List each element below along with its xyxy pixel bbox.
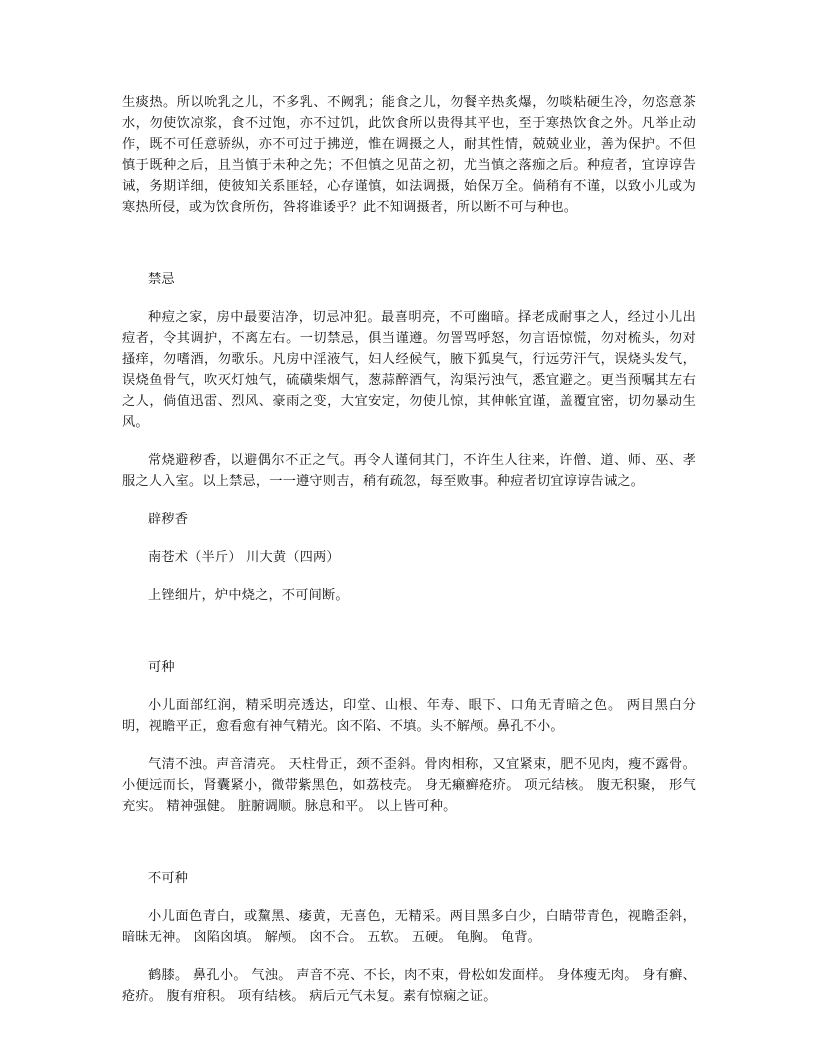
taboos-paragraph-1: 种痘之家，房中最要洁净，切忌冲犯。最喜明亮，不可幽暗。择老成耐事之人，经过小儿出痘者，令其调护，不离左右。一切禁忌，俱当谨遵。勿詈骂呼怒，勿言语惊慌，勿对梳头，勿对搔痒，勿嗜酒，勿歌乐。凡房中淫液气，妇人经候气，腋下狐臭气，行远劳汗气，误烧头发气，误烧鱼骨气，吹灭灯烛气，硫磺柴烟气，葱蒜醉酒气，沟渠污浊气，悉宜避之。更当预嘱其左右之人，倘值迅雷、烈风、豪雨之变，大宜安定，勿使儿惊，其伸帐宜谨，盖覆宜密，切勿暴动生风。 [122, 310, 696, 430]
unsuitable-paragraph-1: 小儿面色青白，或黧黑、痿黄，无喜色，无精采。两目黑多白少，白睛带青色，视瞻歪斜，暗昧无神。 囟陷囟填。 解颅。 囟不合。 五软。 五硬。 龟胸。 龟背。 [122, 909, 696, 945]
taboos-paragraph-2: 常烧避秽香，以避偶尔不正之气。再令人谨伺其门，不许生人往来，许僧、道、师、巫、孝服之人入室。以上禁忌，一一遵守则吉，稍有疏忽，每至败事。种痘者切宜谆谆告诫之。 [122, 453, 696, 489]
intro-paragraph: 生痰热。所以吮乳之儿，不多乳、不阙乳；能食之儿，勿餐辛热炙爆，勿啖粘硬生冷，勿恣意茶水，勿使饮凉浆，食不过饱，亦不过饥，此饮食所以贵得其平也，至于寒热饮食之外。凡举止动作，既不可任意骄纵，亦不可过于拂逆，惟在调摄之人，耐其性情，兢兢业业，善为保护。不但慎于既种之后，且当慎于未种之先；不但慎之见苗之初，尤当慎之落痂之后。种痘者，宜谆谆告诫，务期详细，使彼知关系匪轻，心存谨慎，如法调摄，始保万全。倘稍有不谨，以致小儿或为寒热所侵，或为饮食所伤，咎将谁诿乎？此不知调摄者，所以断不可与种也。 [122, 95, 696, 215]
spacer [122, 817, 696, 868]
section-heading-suitable: 可种 [148, 660, 175, 675]
section-heading-incense: 辟秽香 [148, 512, 189, 527]
section-heading-taboos: 禁忌 [148, 272, 175, 287]
section-heading-unsuitable: 不可种 [148, 871, 189, 886]
incense-instructions: 上锉细片，炉中烧之，不可间断。 [148, 588, 349, 603]
incense-ingredients: 南苍术（半斤） 川大黄（四两） [148, 550, 340, 565]
spacer [122, 218, 696, 269]
document-page [122, 92, 696, 1007]
unsuitable-paragraph-2: 鹤膝。 鼻孔小。 气浊。 声音不亮、不长，肉不束，骨松如发面样。 身体瘦无肉。 身有癣、疮疥。 腹有疳积。 项有结核。 病后元气未复。素有惊痫之证。 [122, 968, 696, 1004]
spacer [122, 606, 696, 657]
suitable-paragraph-2: 气清不浊。声音清亮。 天柱骨正，颈不歪斜。骨肉相称，又宜紧束，肥不见肉，瘦不露骨。小便远而长，肾囊紧小，微带紫黑色，如荔枝壳。 身无癞癣疮疥。 项元结核。 腹无积聚， 形气充实。 精神强健。 脏腑调顺。脉息和平。 以上皆可种。 [122, 757, 696, 814]
suitable-paragraph-1: 小儿面部红润，精采明亮透达，印堂、山根、年寿、眼下、口角无青暗之色。 两目黑白分明，视瞻平正，愈看愈有神气精光。囟不陷、不填。头不解颅。鼻孔不小。 [122, 698, 696, 734]
